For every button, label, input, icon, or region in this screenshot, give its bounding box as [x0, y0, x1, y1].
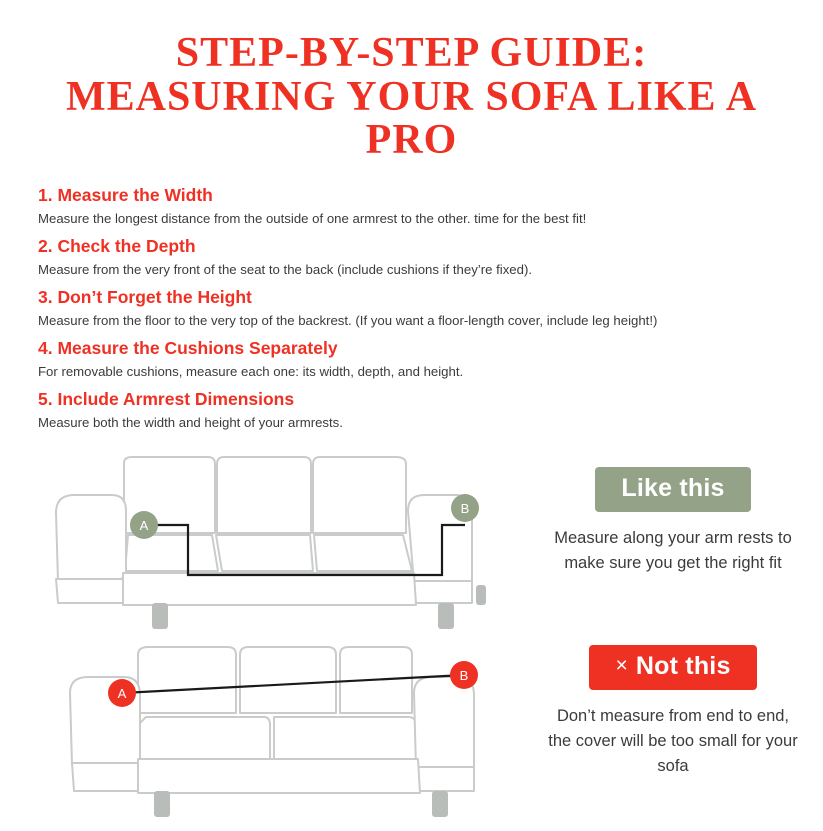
list-item	[38, 236, 785, 278]
leg-front-left	[154, 791, 170, 817]
steps-list	[0, 185, 823, 431]
like-this-banner: Like this	[595, 467, 750, 512]
like-this-text: Measure along your arm rests to make sure you get the right fit	[554, 529, 792, 572]
marker-b-incorrect-label: B	[459, 668, 469, 684]
not-this-text: Don’t measure from end to end, the cover will be too small for your sofa	[548, 707, 798, 775]
list-item	[38, 185, 785, 227]
arm-left	[56, 495, 126, 581]
illustration-area	[0, 445, 823, 825]
sofa-diagram-incorrect	[28, 641, 488, 831]
title-line-2: MEASURING YOUR SOFA LIKE A PRO	[65, 73, 758, 164]
back-cushion-right	[313, 457, 406, 533]
seat-cushion-right	[274, 717, 416, 761]
list-item	[38, 287, 785, 329]
list-item	[38, 338, 785, 380]
back-cushion-center	[217, 457, 311, 533]
page-title	[0, 0, 823, 163]
seat-cushion-center	[216, 535, 313, 571]
close-icon: ×	[615, 654, 628, 678]
seat-cushion-left	[125, 535, 218, 571]
step-body: Measure from the very front of the seat to the back (include cushions if they’re fixed).	[38, 261, 533, 277]
sofa-correct-svg	[28, 453, 488, 638]
arm-left-front	[56, 579, 123, 603]
step-body: For removable cushions, measure each one: its width, depth, and height.	[38, 363, 464, 379]
arm-left-front	[72, 763, 140, 791]
sofa-base	[123, 573, 416, 605]
seat-cushion-left	[137, 717, 270, 761]
callout-not-this	[523, 645, 823, 778]
step-body: Measure both the width and height of your armrests.	[38, 415, 343, 431]
marker-a-incorrect-label: A	[117, 686, 127, 702]
leg-front-left	[152, 603, 168, 629]
sofa-diagram-correct	[28, 453, 488, 643]
sofa-base	[138, 759, 420, 793]
leg-front-right	[438, 603, 454, 629]
leg-front-right	[432, 791, 448, 817]
title-line-1: STEP-BY-STEP GUIDE:	[175, 30, 648, 76]
marker-a-correct-label: A	[139, 518, 149, 534]
step-heading: 1. Measure the Width	[38, 185, 213, 206]
list-item	[38, 389, 785, 431]
not-this-banner	[589, 645, 756, 690]
marker-b-correct-label: B	[460, 501, 470, 517]
step-heading: 2. Check the Depth	[38, 236, 196, 257]
back-cushion-center	[240, 647, 336, 713]
arm-right	[414, 677, 474, 769]
arm-right-front	[416, 767, 474, 791]
callout-like-this	[523, 467, 823, 576]
step-body: Measure the longest distance from the outside of one armrest to the other. time for the best fit!	[38, 210, 587, 226]
back-cushion-left	[138, 647, 236, 713]
leg-back-right	[476, 585, 486, 605]
seat-cushion-right	[314, 535, 412, 571]
step-heading: 3. Don’t Forget the Height	[38, 287, 252, 308]
sofa-incorrect-svg	[28, 641, 488, 826]
step-heading: 4. Measure the Cushions Separately	[38, 338, 338, 359]
step-body: Measure from the floor to the very top of the backrest. (If you want a floor-length cover, include leg height!)	[38, 312, 658, 328]
arm-right-front	[414, 581, 472, 603]
not-this-banner-label: Not this	[635, 652, 731, 681]
step-heading: 5. Include Armrest Dimensions	[38, 389, 295, 410]
